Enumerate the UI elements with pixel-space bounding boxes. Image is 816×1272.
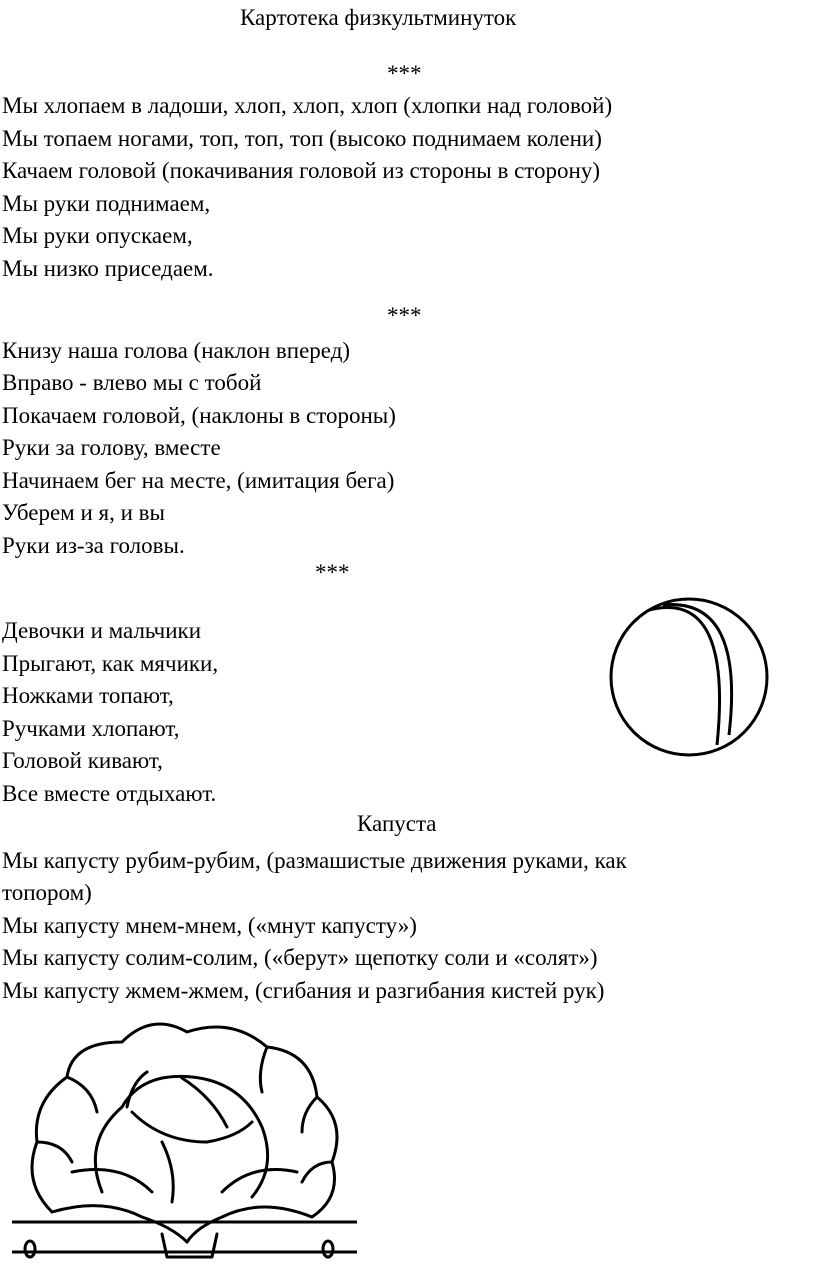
- verse-separator: ***: [387, 303, 422, 328]
- verse-line: Книзу наша голова (наклон вперед): [2, 338, 351, 363]
- page-title: Картотека физкультминуток: [240, 5, 517, 30]
- cabbage-illustration: [12, 1012, 357, 1272]
- verse-separator: ***: [315, 560, 350, 585]
- verse-line: Мы капусту мнем-мнем, («мнут капусту»): [2, 913, 417, 938]
- verse-line: Девочки и мальчики: [2, 618, 202, 643]
- verse-line: Все вместе отдыхают.: [2, 781, 217, 806]
- verse-line: Ручками хлопают,: [2, 716, 180, 741]
- verse-line: Мы низко приседаем.: [2, 256, 214, 281]
- verse-line: Мы капусту рубим-рубим, (размашистые движения руками, как: [2, 848, 627, 873]
- section-heading: Капуста: [357, 811, 437, 836]
- verse-line: Мы руки поднимаем,: [2, 191, 211, 216]
- verse-line: Ножками топают,: [2, 683, 174, 708]
- verse-line: Вправо - влево мы с тобой: [2, 370, 262, 395]
- verse-line: топором): [2, 880, 92, 905]
- verse-line: Мы капусту солим-солим, («берут» щепотку соли и «солят»): [2, 945, 598, 970]
- verse-line: Мы руки опускаем,: [2, 223, 193, 248]
- verse-line: Покачаем головой, (наклоны в стороны): [2, 403, 396, 428]
- verse-line: Руки за голову, вместе: [2, 435, 221, 460]
- verse-line: Качаем головой (покачивания головой из стороны в сторону): [2, 158, 601, 183]
- verse-line: Начинаем бег на месте, (имитация бега): [2, 468, 395, 493]
- verse-line: Руки из-за головы.: [2, 533, 185, 558]
- verse-line: Мы хлопаем в ладоши, хлоп, хлоп, хлоп (хлопки над головой): [2, 93, 613, 118]
- ball-illustration: [605, 595, 780, 765]
- verse-line: Мы топаем ногами, топ, топ, топ (высоко поднимаем колени): [2, 126, 602, 151]
- verse-line: Мы капусту жмем-жмем, (сгибания и разгибания кистей рук): [2, 978, 605, 1003]
- verse-line: Прыгают, как мячики,: [2, 651, 219, 676]
- verse-line: Головой кивают,: [2, 748, 163, 773]
- verse-separator: ***: [387, 61, 422, 86]
- verse-line: Уберем и я, и вы: [2, 500, 165, 525]
